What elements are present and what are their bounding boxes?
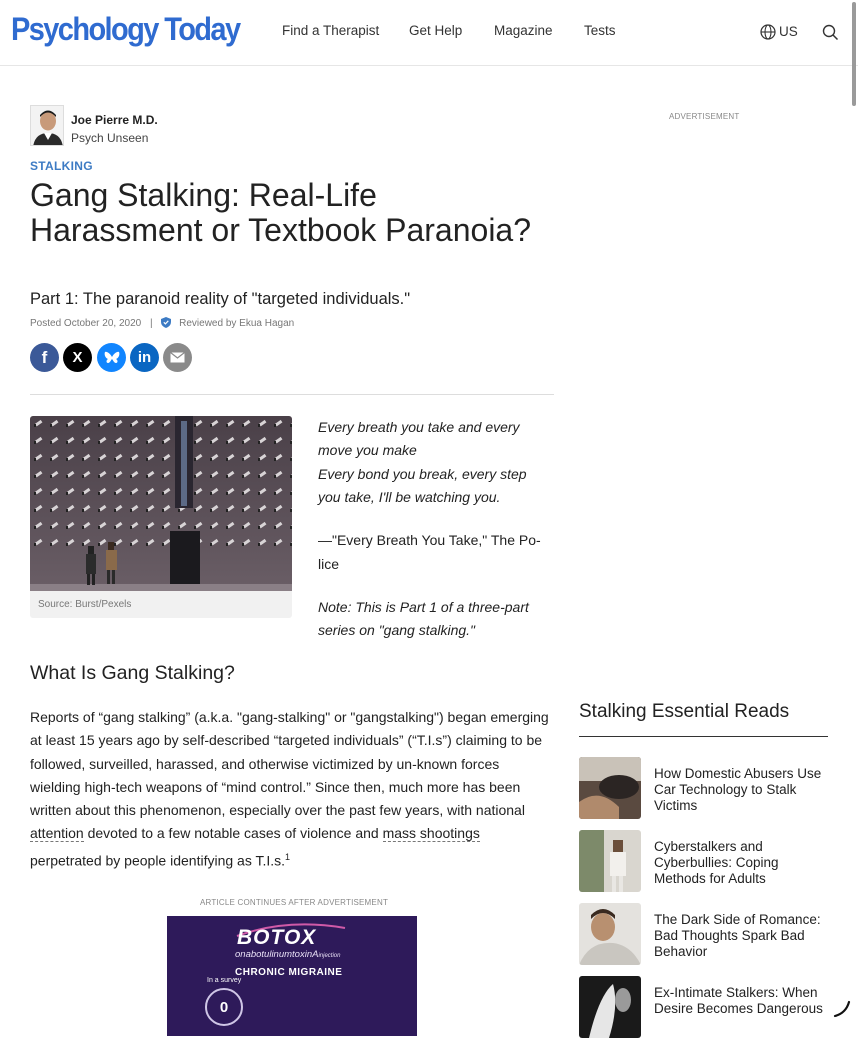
ad-generic-text: onabotulinumtoxinA: [235, 949, 319, 960]
essential-read-thumbnail[interactable]: [579, 903, 641, 965]
site-logo[interactable]: Psychology Today: [11, 12, 240, 48]
essential-read-thumbnail[interactable]: [579, 757, 641, 819]
email-share-button[interactable]: [163, 343, 192, 372]
author-avatar[interactable]: [30, 105, 64, 146]
linkedin-share-button[interactable]: [130, 343, 159, 372]
link-attention[interactable]: attention: [30, 825, 84, 842]
article-meta: [30, 317, 294, 329]
blog-name[interactable]: Psych Unseen: [71, 131, 149, 145]
essential-reads-rule: [579, 736, 828, 737]
nav-tests[interactable]: Tests: [584, 23, 616, 38]
ad-injection-text: injection: [318, 953, 341, 959]
meta-separator: |: [149, 318, 153, 329]
region-selector[interactable]: US: [779, 24, 798, 39]
essential-read-title[interactable]: Ex-Intimate Stalkers: When Desire Becomes Dangerous: [654, 985, 823, 1016]
ad-brand: BOTOX: [237, 926, 317, 949]
image-caption: Source: Burst/Pexels: [38, 599, 132, 610]
section-heading: What Is Gang Stalking?: [30, 662, 235, 684]
page-scrollbar[interactable]: [852, 2, 856, 106]
epigraph-line-3: Every bond you break, every step: [318, 466, 527, 482]
loading-spinner-icon: [832, 999, 852, 1019]
essential-read-thumbnail[interactable]: [579, 976, 641, 1038]
essential-read-title[interactable]: How Domestic Abusers Use Car Technology to Stalk Victims: [654, 766, 822, 813]
footnote-ref[interactable]: 1: [285, 851, 291, 862]
essential-read-item[interactable]: [579, 903, 829, 967]
essential-read-title[interactable]: Cyberstalkers and Cyberbullies: Coping Methods for Adults: [654, 839, 779, 886]
botox-advertisement[interactable]: [167, 916, 417, 1036]
essential-read-item[interactable]: [579, 757, 829, 821]
surveillance-cameras-image[interactable]: [30, 416, 292, 591]
linkedin-icon: in: [137, 349, 152, 366]
x-share-button[interactable]: [63, 343, 92, 372]
verified-shield-icon: [161, 317, 171, 328]
x-icon: X: [72, 349, 83, 366]
series-note-1: Note: This is Part 1 of a three-part: [318, 599, 529, 615]
section-divider: [30, 394, 554, 395]
epigraph-attribution-1: —"Every Breath You Take," The Po-: [318, 532, 541, 548]
email-icon: [170, 352, 185, 363]
epigraph-line-4: you take, I'll be watching you.: [318, 489, 501, 505]
sidebar-ad-label: ADVERTISEMENT: [669, 112, 740, 121]
paragraph-text-1: Reports of “gang stalking” (a.k.a. "gang-stalking" or "gangstalking") began emerging at least 15 years ago by self-described “targeted individuals” (“T.I.s”) claiming to be followed, surveilled, harassed, and otherwise victimized by un-known forces wielding high-tech weapons of “mind control.” Since then, much more has been written about this phenomenon, especially over the past few years, with national: [30, 709, 549, 819]
ad-generic-name: [235, 949, 340, 960]
search-icon[interactable]: [822, 24, 839, 41]
article-title: Gang Stalking: Real-Life Harassment or Textbook Paranoia?: [30, 177, 532, 248]
ad-headline: CHRONIC MIGRAINE: [235, 967, 343, 978]
globe-icon[interactable]: [760, 24, 776, 40]
epigraph-line-2: move you make: [318, 442, 417, 458]
paragraph-text-3: perpetrated by people identifying as T.I.s.: [30, 852, 286, 869]
article-subtitle: Part 1: The paranoid reality of "targeted individuals.": [30, 290, 411, 308]
facebook-share-button[interactable]: [30, 343, 59, 372]
epigraph-line-1: Every breath you take and every: [318, 419, 520, 435]
author-name[interactable]: Joe Pierre M.D.: [71, 113, 158, 127]
essential-read-title[interactable]: The Dark Side of Romance: Bad Thoughts Spark Bad Behavior: [654, 912, 821, 959]
essential-reads-title: Stalking Essential Reads: [579, 701, 790, 722]
article-figure: [30, 416, 292, 618]
site-header: [0, 0, 858, 66]
essential-read-item[interactable]: [579, 976, 829, 1040]
article-category[interactable]: STALKING: [30, 159, 93, 173]
facebook-icon: f: [41, 347, 48, 367]
ad-stat-ring: [205, 988, 243, 1026]
paragraph-text-2: devoted to a few notable cases of violence and: [83, 825, 383, 842]
ad-survey-text: In a survey: [207, 977, 242, 984]
nav-find-therapist[interactable]: Find a Therapist: [282, 23, 380, 38]
link-mass-shootings[interactable]: mass shootings: [382, 825, 480, 842]
ad-stat-value: 0: [219, 998, 229, 1016]
bluesky-icon: [104, 351, 120, 365]
posted-date: Posted October 20, 2020: [30, 318, 142, 329]
essential-read-item[interactable]: [579, 830, 829, 894]
bluesky-share-button[interactable]: [97, 343, 126, 372]
nav-magazine[interactable]: Magazine: [494, 23, 553, 38]
series-note-2: series on "gang stalking.": [318, 622, 476, 638]
epigraph-attribution-2: lice: [318, 556, 340, 572]
article-paragraph: [30, 706, 550, 873]
nav-get-help[interactable]: Get Help: [409, 23, 463, 38]
reviewed-by[interactable]: Reviewed by Ekua Hagan: [179, 318, 295, 329]
essential-read-thumbnail[interactable]: [579, 830, 641, 892]
ad-continues-label: ARTICLE CONTINUES AFTER ADVERTISEMENT: [200, 898, 389, 907]
